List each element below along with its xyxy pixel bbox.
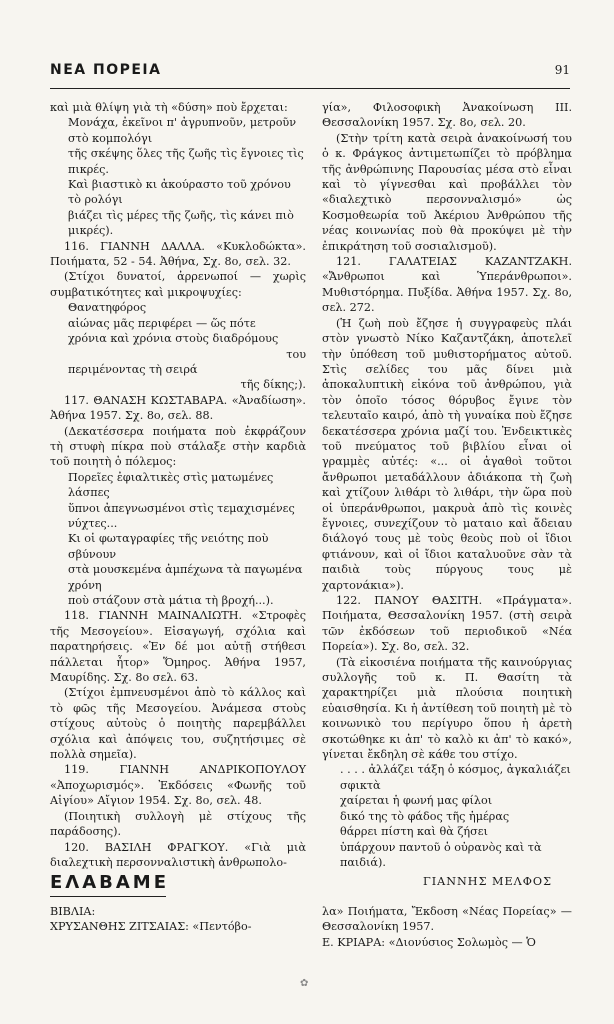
page-header bbox=[50, 62, 570, 84]
entry-118: 118. ΓΙΑΝΝΗ ΜΑΙΝΑΛΙΩΤΗ. «Στροφὲς τῆς Μεσογείου». Εἰσαγωγή, σχόλια καὶ παρατηρήσεις. «Ἐν δέ μοι αὐτῇ στήθεσι πάλλεται ἦτορ» Ὅμηρος. Ἀθήνα 1957, Μαυρίδης. Σχ. 8ο σελ. 63. bbox=[50, 609, 306, 685]
received-right bbox=[322, 904, 572, 950]
verse-line: βιάζει τὶς μέρες τῆς ζωῆς, τὶς κάνει πιὸ μικρές). bbox=[68, 208, 294, 238]
entry-comment: (Δεκατέσσερα ποιήματα ποὺ ἐκφράζουν τὴ στυφὴ πίκρα ποὺ στάλαξε στὴν καρδιὰ τοῦ ποιητὴ ὁ πόλεμος: bbox=[50, 424, 306, 469]
received-line: ΧΡΥΣΑΝΘΗΣ ΖΙΤΣΑΙΑΣ: «Πεντόβο- bbox=[50, 920, 252, 934]
entry-comment: (Στὴν τρίτη κατὰ σειρὰ ἀνακοίνωσή του ὁ κ. Φράγκος ἀντιμετωπίζει τὸ πρόβλημα τῆς ἀνθρώπινης Παρουσίας μέσα στὸ εἶναι καὶ τὸ γίγνεσθαι καὶ προβάλλει τὸν «διαλεχτικὸ περσονναλισμό» ὡς Κοσμοθεωρία τοῦ Ἀκέριου Ἀνθρώπου τῆς νέας κοινωνίας ποὺ θὰ προκύψει μὲ τὴν ἐπικράτηση τοῦ σοσιαλισμοῦ). bbox=[322, 131, 572, 253]
received-line: λα» Ποιήματα, Ἔκδοση «Νέας Πορείας» — Θεσσαλονίκη 1957. bbox=[322, 905, 572, 934]
entry-comment: (Ἡ ζωὴ ποὺ ἔζησε ἡ συγγραφεὺς πλάι στὸν γνωστὸ Νίκο Καζαντζάκη, ἀποτελεῖ τὴν ὑπόθεση τοῦ μυθιστορήματος αὐτοῦ. Στὶς σελίδες του μᾶς δίνει μιὰ ἀποκαλυπτικὴ εἰκόνα τοῦ ἀνθρώπου, γιὰ τὸν ὁποῖο τόσος θόρυβος ἔγινε τὸν τελευταῖο καιρό, ἀπὸ τὴ γυναίκα ποὺ ἔζησε δεκατέσσερα χρόνια μαζί του. Ἐνδεικτικὲς τοῦ πνεύματος τοῦ βιβλίου εἶναι οἱ γραμμὲς αὐτές: «... οἱ ἀγαθοὶ τοῦτοι ἄνθρωποι μεταδάλλουν ἀδιάκοπα τὴ ζωὴ καὶ χτίζουν λιθάρι τὸ λιθάρι, τὴν ὥρα ποὺ οἱ ὑπεράνθρωποι, μακρυὰ ἀπὸ τὶς κοινὲς ἔγνοιες, συνεχίζουν τὸ ματαιο καὶ ἄδειαυ διάλογό τους μὲ τοὺς θεοὺς ποὺ οἱ ἴδιοι φτιάνουν, καὶ οἱ ἴδιοι καταλυοῦνε σὰν τὰ παιδιὰ τοὺς πύργους τους μὲ χαρτονάκια»). bbox=[322, 316, 572, 592]
entry-117: 117. ΘΑΝΑΣΗ ΚΩΣΤΑΒΑΡΑ. «Ἀναδίωση». Ἀθήνα 1957. Σχ. 8ο, σελ. 88. bbox=[50, 393, 306, 423]
received-line: Ε. ΚΡΙΑΡΑ: «Διονύσιος Σολωμὸς — Ὁ bbox=[322, 935, 536, 949]
verse-line: Θανατηφόρος bbox=[68, 301, 147, 315]
header-rule bbox=[50, 88, 570, 89]
paragraph: γία», Φιλοσοφικὴ Ἀνακοίνωση ΙΙΙ. Θεσσαλονίκη 1957. Σχ. 8ο, σελ. 20. bbox=[322, 101, 572, 130]
entry-122: 122. ΠΑΝΟΥ ΘΑΣΙΤΗ. «Πράγματα». Ποιήματα, Θεσσαλονίκη 1957. (στὴ σειρὰ τῶν ἐκδόσεων τοῦ περιοδικοῦ «Νέα Πορεία»). Σχ. 8ο, σελ. 32. bbox=[322, 594, 572, 654]
verse-line: χρόνια καὶ χρόνια στοὺς διαδρόμους bbox=[68, 332, 279, 346]
verse-line: δικό της τὸ φάδος τῆς ἡμέρας bbox=[340, 809, 510, 823]
entry-120: 120. ΒΑΣΙΛΗ ΦΡΑΓΚΟΥ. «Γιὰ μιὰ διαλεχτικὴ περσονναλιστικὴ ἀνθρωπολο- bbox=[50, 840, 306, 869]
verse-line: ὕπνοι ἀπεγνωσμένοι στὶς τεμαχισμένες νύχτες... bbox=[68, 501, 295, 530]
verse-line: θάρρει πίστη καὶ θὰ ζήσει bbox=[340, 825, 488, 839]
verse-line: τῆς σκέψης ὅλες τῆς ζωῆς τὶς ἔγνοιες τὶς πικρές. bbox=[68, 147, 304, 176]
verse-line: χαίρεται ἡ φωνή μας φίλοι bbox=[340, 794, 493, 808]
poem-excerpt bbox=[50, 115, 306, 238]
received-left bbox=[50, 904, 306, 935]
verse-line: του bbox=[286, 347, 306, 361]
page-number: 91 bbox=[554, 63, 570, 77]
paragraph: καὶ μιὰ θλίψη γιὰ τὴ «δύση» ποὺ ἔρχεται: bbox=[50, 101, 288, 114]
poem-excerpt bbox=[50, 470, 306, 609]
verse-line: ὑπάρχουν παντοῦ ὁ οὐρανὸς καὶ τὰ παιδιά). bbox=[340, 840, 542, 869]
entry-comment: (Ποιητικὴ συλλογὴ μὲ στίχους τῆς παράδοσης). bbox=[50, 809, 306, 839]
verse-line: Κι οἱ φωταγραφίες τῆς νειότης ποὺ σβύνουν bbox=[68, 532, 269, 561]
entry-comment: (Τὰ εἰκοσιένα ποιήματα τῆς καινούργιας συλλογῆς τοῦ κ. Π. Θασίτη τὰ χαρακτηρίζει μιὰ πλούσια ποιητικὴ εὐαισθησία. Κι ἡ ἀντίθεση τοῦ ποιητὴ μὲ τὸ κοινωνικὸ του περίγυρο ὅπου ἡ ἀρετὴ σκοτώθηκε κι ἀπ' τὸ καλὸ κι ἀπ' τὸ κακό», γίνεται ἔκδηλη σὲ κάθε του στίχο. bbox=[322, 655, 572, 762]
verse-line: Μονάχα, ἐκεῖνοι π' ἀγρυπνοῦν, μετροῦν στὸ κομπολόγι bbox=[68, 116, 297, 145]
verse-line: περιμένοντας τὴ σειρά bbox=[68, 362, 198, 376]
reviewer-signature: ΓΙΑΝΝΗΣ ΜΕΛΦΟΣ bbox=[422, 875, 552, 889]
section-rule bbox=[50, 896, 166, 897]
verse-line: Πορεῖες ἐφιαλτικὲς στὶς ματωμένες λάσπες bbox=[68, 470, 274, 500]
poem-excerpt bbox=[322, 762, 572, 870]
entry-comment: (Στίχοι δυνατοί, ἀρρενωποί — χωρὶς συμβατικότητες καὶ μικροψυχίες: bbox=[50, 270, 306, 299]
entry-comment: (Στίχοι ἐμπνευσμένοι ἀπὸ τὸ κάλλος καὶ τὸ φῶς τῆς Μεσογείου. Ἀνάμεσα στοὺς στίχους αὐτοὺς ὁ ποιητὴς παρεμβάλλει σχόλια καὶ ἀπόψεις του, συζητήσιμες σὲ πολλὰ σημεῖα). bbox=[50, 686, 306, 762]
ornament-icon: ✿ bbox=[300, 978, 309, 989]
journal-title: ΝΕΑ ΠΟΡΕΙΑ bbox=[50, 62, 162, 78]
verse-line: στὰ μουσκεμένα ἀμπέχωνα τὰ παγωμένα χρόνη bbox=[68, 563, 303, 592]
verse-line: αἰώνας μᾶς περιφέρει — ὥς πότε bbox=[68, 316, 256, 330]
entry-119: 119. ΓΙΑΝΝΗ ΑΝΔΡΙΚΟΠΟΥΛΟΥ «Ἀποχωρισμός». Ἐκδόσεις «Φωνῆς τοῦ Αἰγίου» Αἴγιον 1954. Σχ. 8ο, σελ. 48. bbox=[50, 763, 306, 808]
verse-line: ποὺ στάζουν στὰ μάτια τὴ βροχή...). bbox=[68, 594, 274, 607]
left-column bbox=[50, 100, 306, 870]
section-title: ΕΛΑΒΑΜΕ bbox=[50, 872, 170, 893]
entry-121: 121. ΓΑΛΑΤΕΙΑΣ ΚΑΖΑΝΤΖΑΚΗ. «Ἄνθρωποι καὶ Ὑπεράνθρωποι». Μυθιστόρημα. Πυξίδα. Ἀθήνα 1957. Σχ. 8ο, σελ. 272. bbox=[322, 255, 572, 315]
poem-excerpt bbox=[50, 300, 306, 392]
right-column bbox=[322, 100, 572, 890]
received-line: ΒΙΒΛΙΑ: bbox=[50, 905, 96, 918]
verse-line: Καὶ βιαστικὸ κι ἀκούραστο τοῦ χρόνου τὸ ρολόγι bbox=[68, 178, 291, 207]
verse-line: τῆς δίκης;). bbox=[240, 378, 306, 392]
verse-line: . . . . ἀλλάζει τάξη ὁ κόσμος, ἀγκαλιάζει σφικτὰ bbox=[340, 763, 571, 792]
entry-116: 116. ΓΙΑΝΝΗ ΔΑΛΛΑ. «Κυκλοδώκτα». Ποιήματα, 52 - 54. Ἀθήνα, Σχ. 8ο, σελ. 32. bbox=[50, 239, 306, 269]
